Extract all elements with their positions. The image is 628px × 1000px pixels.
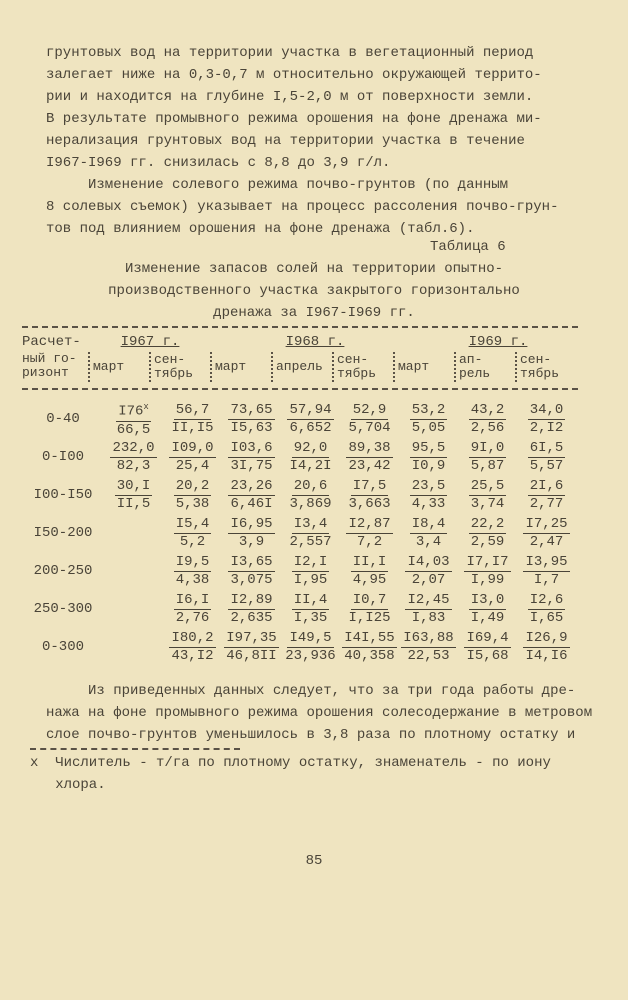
denominator: I,35: [293, 609, 328, 626]
numerator-value: 52,9: [352, 401, 387, 418]
denominator: 3,74: [470, 495, 505, 512]
footnote-line: x Числитель - т/га по плотному остатку, знаменатель - по иону: [30, 755, 551, 771]
numerator-value: 73,65: [230, 401, 273, 418]
numerator-value: I2,45: [407, 591, 450, 608]
month-header-row: [22, 352, 578, 382]
table-row: [22, 590, 578, 628]
numerator: [292, 478, 330, 496]
table-row: [22, 628, 578, 666]
fraction-cell: [399, 440, 458, 475]
denominator: 2,47: [529, 533, 564, 550]
numerator: [174, 402, 212, 420]
denominator: 3,4: [415, 533, 442, 550]
numerator: [464, 630, 510, 648]
numerator-value: 53,2: [411, 401, 446, 418]
numerator-value: 22,2: [470, 515, 505, 532]
numerator: [528, 592, 566, 610]
numerator-value: I4,03: [407, 553, 450, 570]
numerator: [174, 516, 212, 534]
numerator-value: 43,2: [470, 401, 505, 418]
numerator-value: 34,0: [529, 401, 564, 418]
row-label: 250-300: [33, 601, 93, 617]
fraction-cell: [517, 478, 576, 513]
paragraph1-line: I967-I969 гг. снизилась с 8,8 до 3,9 г/л.: [46, 155, 391, 171]
denominator: 3,869: [289, 495, 332, 512]
numerator: [174, 554, 212, 572]
denominator: 3I,75: [230, 457, 273, 474]
table-row: [22, 438, 578, 476]
fraction-cell: [281, 592, 340, 627]
numerator-value: I9,5: [175, 553, 210, 570]
numerator-value: 20,6: [293, 477, 328, 494]
month-header: март: [393, 352, 454, 382]
month-header: ап- рель: [454, 352, 515, 382]
header-col-line3: ризонт: [22, 365, 69, 380]
numerator: [169, 440, 215, 458]
paragraph1-line: нерализация грунтовых вод на территории участка в течение: [46, 133, 525, 149]
fraction-cell: [399, 402, 458, 437]
denominator: 40,358: [344, 647, 395, 664]
numerator-value: I5,4: [175, 515, 210, 532]
footnote-mark: x: [143, 402, 149, 413]
numerator-value: I03,6: [230, 439, 273, 456]
fraction-cell: [517, 592, 576, 627]
numerator-value: I4I,55: [344, 629, 395, 646]
fraction-cell: [104, 440, 163, 475]
header-col-line1: Расчет-: [22, 334, 81, 350]
paragraph1-line: залегает ниже на 0,3-0,7 м относительно окружающей террито-: [46, 67, 542, 83]
denominator: I,7: [533, 571, 560, 588]
denominator: 2,76: [175, 609, 210, 626]
paragraph3-line: нажа на фоне промывного режима орошения солесодержание в метровом: [46, 705, 593, 721]
numerator: [469, 440, 507, 458]
denominator: 5,38: [175, 495, 210, 512]
numerator: [287, 402, 333, 420]
denominator: 2,635: [230, 609, 273, 626]
fraction-cell: [517, 402, 576, 437]
paragraph2-line: тов под влиянием орошения на фоне дренажа (табл.6).: [46, 221, 475, 237]
denominator: 4,95: [352, 571, 387, 588]
fraction-cell: [399, 554, 458, 589]
fraction-cell: [281, 630, 340, 665]
numerator: [115, 478, 153, 496]
denominator: 2,557: [289, 533, 332, 550]
fraction-cell: [163, 630, 222, 665]
denominator: 3,075: [230, 571, 273, 588]
denominator: 43,I2: [171, 647, 214, 664]
fraction-cell: [222, 554, 281, 589]
month-header: сен- тябрь: [149, 352, 210, 382]
page-number: 85: [305, 853, 323, 869]
denominator: 2,I2: [529, 419, 564, 436]
denominator: I5,68: [466, 647, 509, 664]
fraction-cell: [222, 478, 281, 513]
fraction-cell: [222, 630, 281, 665]
numerator-value: 30,I: [116, 477, 151, 494]
numerator: [228, 478, 274, 496]
month-header: апрель: [271, 352, 332, 382]
numerator-value: I6,I: [175, 591, 210, 608]
numerator-value: I80,2: [171, 629, 214, 646]
paragraph2-line: 8 солевых съемок) указывает на процесс рассоления почво-грун-: [46, 199, 559, 215]
numerator: [410, 516, 448, 534]
footnote-rule: [30, 748, 240, 750]
table-label: Таблица 6: [430, 239, 506, 255]
fraction-cell: [517, 516, 576, 551]
numerator-value: 56,7: [175, 401, 210, 418]
denominator: 23,42: [348, 457, 391, 474]
numerator-value: I0,7: [352, 591, 387, 608]
denominator: 82,3: [116, 457, 151, 474]
paragraph3-line: Из приведенных данных следует, что за три года работы дре-: [46, 683, 576, 699]
numerator: [228, 440, 274, 458]
numerator-value: 20,2: [175, 477, 210, 494]
numerator-value: I97,35: [226, 629, 277, 646]
table_title-line: производственного участка закрытого горизонтально: [108, 283, 520, 299]
paragraph2-line: Изменение солевого режима почво-грунтов (по данным: [46, 177, 509, 193]
numerator: [346, 440, 392, 458]
numerator: [469, 592, 507, 610]
paragraph1-line: грунтовых вод на территории участка в вегетационный период: [46, 45, 534, 61]
numerator-value: I3,4: [293, 515, 328, 532]
numerator-value: I63,88: [403, 629, 454, 646]
denominator: 7,2: [356, 533, 383, 550]
numerator: [351, 554, 389, 572]
numerator: [528, 440, 566, 458]
fraction-cell: [340, 554, 399, 589]
denominator: I0,9: [411, 457, 446, 474]
numerator-value: I3,95: [525, 553, 568, 570]
numerator: [351, 592, 389, 610]
numerator-value: I26,9: [525, 629, 568, 646]
fraction-cell: [399, 516, 458, 551]
table-row: [22, 476, 578, 514]
numerator-value: I69,4: [466, 629, 509, 646]
denominator: 2,56: [470, 419, 505, 436]
denominator: II,5: [116, 495, 151, 512]
header-col-line2: ный го-: [22, 351, 77, 366]
denominator: 4,38: [175, 571, 210, 588]
salt-table: [22, 326, 578, 666]
denominator: I5,63: [230, 419, 273, 436]
fraction-cell: [340, 630, 399, 665]
numerator: [342, 630, 396, 648]
denominator: 5,2: [179, 533, 206, 550]
fraction-cell: [163, 440, 222, 475]
numerator: [464, 554, 510, 572]
numerator-value: I3,0: [470, 591, 505, 608]
numerator: [410, 440, 448, 458]
numerator-value: 23,26: [230, 477, 273, 494]
numerator: [351, 402, 389, 420]
numerator: [228, 554, 274, 572]
denominator: 5,87: [470, 457, 505, 474]
table-row: [22, 400, 578, 438]
fraction-cell: [340, 402, 399, 437]
row-label: 200-250: [33, 563, 93, 579]
fraction-cell: [399, 478, 458, 513]
fraction-cell: [163, 478, 222, 513]
numerator-value: II,I: [352, 553, 387, 570]
numerator: [110, 440, 156, 458]
fraction-cell: [104, 399, 163, 439]
fraction-cell: [281, 516, 340, 551]
denominator: 3,663: [348, 495, 391, 512]
fraction-cell: [517, 440, 576, 475]
numerator-value: I7,5: [352, 477, 387, 494]
fraction-cell: [222, 402, 281, 437]
numerator-value: 92,0: [293, 439, 328, 456]
numerator: [228, 592, 274, 610]
fraction-cell: [281, 402, 340, 437]
fraction-cell: [222, 440, 281, 475]
fraction-cell: [458, 630, 517, 665]
fraction-cell: [517, 630, 576, 665]
fraction-cell: [163, 592, 222, 627]
fraction-cell: [340, 516, 399, 551]
numerator-value: I6,95: [230, 515, 273, 532]
numerator-value: 2I,6: [529, 477, 564, 494]
denominator: 4,33: [411, 495, 446, 512]
numerator-value: 232,0: [112, 439, 155, 456]
row-label: 0-I00: [41, 449, 84, 465]
numerator-value: 23,5: [411, 477, 446, 494]
numerator: [528, 478, 566, 496]
numerator-value: I3,65: [230, 553, 273, 570]
numerator: [401, 630, 455, 648]
fraction-cell: [340, 592, 399, 627]
numerator-value: I09,0: [171, 439, 214, 456]
denominator: I,I25: [348, 609, 391, 626]
denominator: 46,8II: [226, 647, 277, 664]
fraction-cell: [458, 402, 517, 437]
year-header-row: [22, 334, 578, 350]
numerator: [346, 516, 392, 534]
year-1967: I967 г.: [120, 334, 180, 350]
numerator-value: I7,I7: [466, 553, 509, 570]
month-header: сен- тябрь: [515, 352, 576, 382]
denominator: 6,652: [289, 419, 332, 436]
year-1969: I969 г.: [468, 334, 528, 350]
row-label: 0-300: [41, 639, 84, 655]
fraction-cell: [281, 440, 340, 475]
denominator: I4,I6: [525, 647, 568, 664]
numerator-value: I49,5: [289, 629, 332, 646]
numerator: [287, 630, 333, 648]
numerator: [228, 402, 274, 420]
fraction-cell: [281, 554, 340, 589]
numerator: [528, 402, 566, 420]
denominator: I,83: [411, 609, 446, 626]
denominator: 5,05: [411, 419, 446, 436]
fraction-cell: [163, 516, 222, 551]
denominator: I,99: [470, 571, 505, 588]
table-row: [22, 514, 578, 552]
numerator: [405, 554, 451, 572]
numerator: [116, 399, 151, 422]
numerator-value: I2,87: [348, 515, 391, 532]
denominator: II,I5: [171, 419, 214, 436]
numerator: [469, 516, 507, 534]
numerator-value: I2,6: [529, 591, 564, 608]
numerator-value: I7,25: [525, 515, 568, 532]
numerator: [523, 630, 569, 648]
numerator: [224, 630, 278, 648]
fraction-cell: [458, 554, 517, 589]
numerator: [292, 516, 330, 534]
numerator: [228, 516, 274, 534]
fraction-cell: [399, 592, 458, 627]
row-label: 0-40: [46, 411, 80, 427]
row-label: I00-I50: [33, 487, 93, 503]
numerator-value: 9I,0: [470, 439, 505, 456]
denominator: 2,07: [411, 571, 446, 588]
numerator: [469, 478, 507, 496]
numerator-value: 95,5: [411, 439, 446, 456]
numerator-value: I2,89: [230, 591, 273, 608]
fraction-cell: [399, 630, 458, 665]
numerator-value: 57,94: [289, 401, 332, 418]
numerator-value: 89,38: [348, 439, 391, 456]
denominator: 66,5: [116, 421, 151, 438]
table-row: [22, 552, 578, 590]
numerator: [174, 478, 212, 496]
numerator: [292, 592, 330, 610]
denominator: I4,2I: [289, 457, 332, 474]
fraction-cell: [222, 592, 281, 627]
footnote-line: хлора.: [30, 777, 106, 793]
numerator-value: II,4: [293, 591, 328, 608]
paragraph1-line: В результате промывного режима орошения на фоне дренажа ми-: [46, 111, 542, 127]
numerator: [351, 478, 389, 496]
denominator: I,49: [470, 609, 505, 626]
fraction-cell: [281, 478, 340, 513]
denominator: 25,4: [175, 457, 210, 474]
denominator: 22,53: [407, 647, 450, 664]
denominator: 5,57: [529, 457, 564, 474]
row-label: I50-200: [33, 525, 93, 541]
numerator: [410, 478, 448, 496]
fraction-cell: [458, 592, 517, 627]
denominator: 6,46I: [230, 495, 273, 512]
numerator: [469, 402, 507, 420]
numerator-value: 25,5: [470, 477, 505, 494]
numerator-value: I2,I: [293, 553, 328, 570]
fraction-cell: [340, 478, 399, 513]
table_title-line: дренажа за I967-I969 гг.: [213, 305, 415, 321]
year-1968: I968 г.: [285, 334, 345, 350]
fraction-cell: [340, 440, 399, 475]
paragraph1-line: рии и находится на глубине I,5-2,0 м от поверхности земли.: [46, 89, 534, 105]
numerator-value: I76: [118, 403, 144, 420]
table_title-line: Изменение запасов солей на территории опытно-: [124, 261, 504, 277]
numerator-value: 6I,5: [529, 439, 564, 456]
numerator: [169, 630, 215, 648]
table-top-rule: [22, 326, 578, 328]
denominator: I,65: [529, 609, 564, 626]
denominator: 5,704: [348, 419, 391, 436]
numerator: [405, 592, 451, 610]
month-header: март: [88, 352, 149, 382]
numerator: [410, 402, 448, 420]
fraction-cell: [458, 478, 517, 513]
denominator: 2,77: [529, 495, 564, 512]
fraction-cell: [458, 440, 517, 475]
numerator: [523, 554, 569, 572]
fraction-cell: [104, 478, 163, 513]
fraction-cell: [517, 554, 576, 589]
fraction-cell: [163, 402, 222, 437]
month-header: сен- тябрь: [332, 352, 393, 382]
fraction-cell: [222, 516, 281, 551]
numerator-value: I8,4: [411, 515, 446, 532]
denominator: 23,936: [285, 647, 336, 664]
numerator: [292, 440, 330, 458]
numerator: [292, 554, 330, 572]
denominator: 3,9: [238, 533, 265, 550]
paragraph3-line: слое почво-грунтов уменьшилось в 3,8 раза по плотному остатку и: [46, 727, 576, 743]
numerator: [174, 592, 212, 610]
denominator: 2,59: [470, 533, 505, 550]
denominator: I,95: [293, 571, 328, 588]
table-header-rule: [22, 388, 578, 390]
fraction-cell: [163, 554, 222, 589]
numerator: [523, 516, 569, 534]
fraction-cell: [458, 516, 517, 551]
month-header: март: [210, 352, 271, 382]
